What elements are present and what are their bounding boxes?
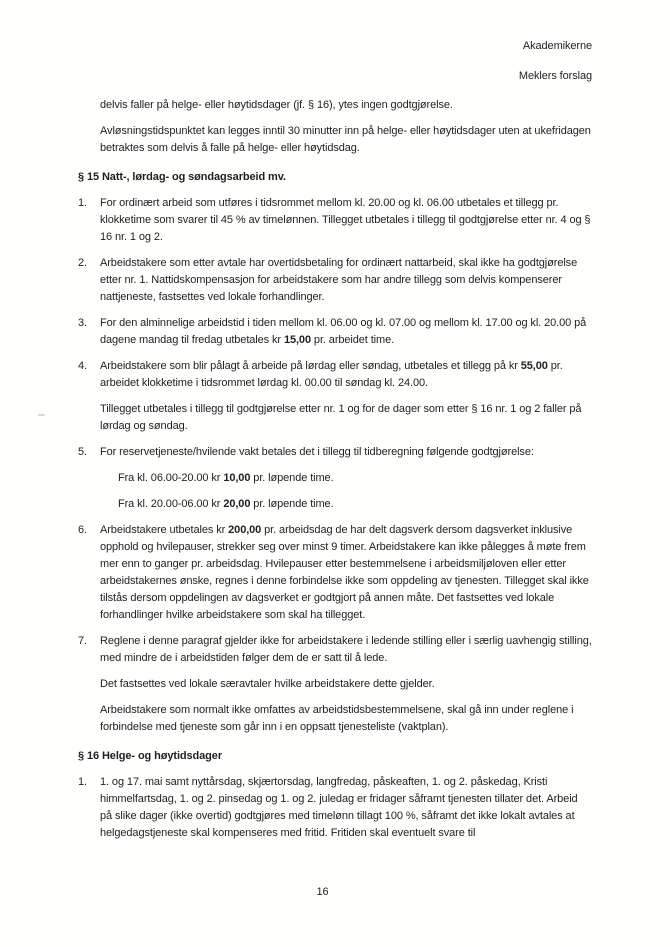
list-item-text [100,255,592,306]
section-heading [78,169,592,186]
text-segment: § 16 Helge- og høytidsdager [78,750,223,762]
header-document-label: Meklers forslag [518,70,592,82]
text-segment: Arbeidstakere utbetales kr [100,524,229,536]
paragraph [100,702,592,736]
bold-amount: 10,00 [223,472,251,484]
paragraph [118,470,592,487]
list-item [78,444,592,461]
bold-amount: 55,00 [520,360,548,372]
paragraph [100,97,592,114]
list-item [78,522,592,624]
list-number: 1. [78,197,87,209]
list-item-text [100,358,592,392]
list-number: 3. [78,317,87,329]
text-segment: Fra kl. 06.00-20.00 kr [118,472,224,484]
document-body [78,97,592,851]
list-item [78,358,592,392]
bold-amount: 15,00 [283,334,311,346]
list-item [78,255,592,306]
list-item [78,774,592,842]
text-segment: 1. og 17. mai samt nyttårsdag, skjærtorsdag, langfredag, påskeaften, 1. og 2. påskedag, Kristi himmelfartsdag, 1. og 2. pinsedag og 1. og 2. juledag er fridager såframt tjenesten tillater det. Arbeid på slike dager (ikke overtid) godtgjøres med timelønn tillagt 100 %, såframt det ikke lokalt avtales at helgedagstjeneste skal kompenseres med fritid. Fritiden skal eventuelt svare til [100,776,578,839]
text-segment: pr. løpende time. [250,498,334,510]
text-segment: Det fastsettes ved lokale særavtaler hvilke arbeidstakere dette gjelder. [100,678,435,690]
list-item-text [100,315,592,349]
text-segment: For den alminnelige arbeidstid i tiden mellom kl. 06.00 og kl. 07.00 og mellom kl. 17.00 og kl. 20.00 på dagene mandag til fredag utbetales kr [100,317,587,346]
list-number: 1. [78,776,87,788]
text-segment: delvis faller på helge- eller høytidsdager (jf. § 16), ytes ingen godtgjørelse. [100,99,453,111]
list-number: 7. [78,635,87,647]
text-segment: Arbeidstakere som etter avtale har overtidsbetaling for ordinært nattarbeid, skal ikke ha godtgjørelse etter nr. 1. Nattidskompensasjon for arbeidstakere som har andre tillegg som delvis kompenserer nattjeneste, fastsettes ved lokale forhandlinger. [100,257,578,303]
list-number: 2. [78,257,87,269]
text-segment: Tillegget utbetales i tillegg til godtgjørelse etter nr. 1 og for de dager som etter § 16 nr. 1 og 2 faller på lørdag og søndag. [100,403,582,432]
list-item [78,315,592,349]
text-segment: Reglene i denne paragraf gjelder ikke for arbeidstakere i ledende stilling eller i særlig uavhengig stilling, med mindre de i arbeidstiden følger dem de er satt til å lede. [100,635,592,664]
header-organization: Akademikerne [522,40,592,52]
text-segment: § 15 Natt-, lørdag- og søndagsarbeid mv. [78,171,286,183]
list-number: 4. [78,360,87,372]
paragraph [118,496,592,513]
list-item-text [100,774,592,842]
list-item-text [100,633,592,667]
text-segment: pr. løpende time. [250,472,334,484]
bold-amount: 20,00 [223,498,251,510]
list-item-text [100,444,592,461]
text-segment: pr. arbeidsdag de har delt dagsverk dersom dagsverket inklusive opphold og hvilepauser, strekker seg over minst 9 timer. Arbeidstakere kan ikke pålegges å møte frem mer enn to ganger pr. arbeidsdag. Hvilepauser etter bestemmelsene i arbeidsmiljøloven eller etter arbeidstakernes ønske, regnes i denne forbindelse ikke som oppdeling av tjenesten. Tillegget skal ikke tilstås dersom oppdelingen av dagsverket er godtgjort på annen måte. Det fastsettes ved lokale forhandlinger hvilke arbeidstakere som skal ha tillegget. [100,524,589,621]
text-segment: Arbeidstakere som blir pålagt å arbeide på lørdag eller søndag, utbetales et tillegg på kr [100,360,521,372]
text-segment: For reservetjeneste/hvilende vakt betales det i tillegg til tidberegning følgende godtgjørelse: [100,446,534,458]
list-item [78,195,592,246]
bold-amount: 200,00 [228,524,262,536]
paragraph [100,676,592,693]
page-number: 16 [316,886,329,898]
list-item-text [100,522,592,624]
paragraph [100,123,592,157]
text-segment: Arbeidstakere som normalt ikke omfattes av arbeidstidsbestemmelsene, skal gå inn under reglene i forbindelse med tjeneste som går inn i en oppsatt tjenesteliste (vaktplan). [100,704,574,733]
list-number: 5. [78,446,87,458]
text-segment: Fra kl. 20.00-06.00 kr [118,498,224,510]
paragraph [100,401,592,435]
text-segment: Avløsningstidspunktet kan legges inntil 30 minutter inn på helge- eller høytidsdager uten at ukefridagen betraktes som delvis å falle på helge- eller høytidsdag. [100,125,591,154]
page-header [519,40,592,83]
text-segment: pr. arbeidet time. [310,334,395,346]
section-heading [78,748,592,765]
list-number: 6. [78,524,87,536]
page-footer [0,884,645,901]
text-segment: pr. arbeidet klokketime i tidsrommet lørdag kl. 00.00 til søndag kl. 24.00. [100,360,563,389]
list-item-text [100,195,592,246]
list-item [78,633,592,667]
text-segment: For ordinært arbeid som utføres i tidsrommet mellom kl. 20.00 og kl. 06.00 utbetales et tillegg pr. klokketime som svarer til 45 % av timelønnen. Tillegget utbetales i tillegg til godtgjørelse etter nr. 4 og § 16 nr. 1 og 2. [100,197,591,243]
scan-artifact [38,414,45,416]
